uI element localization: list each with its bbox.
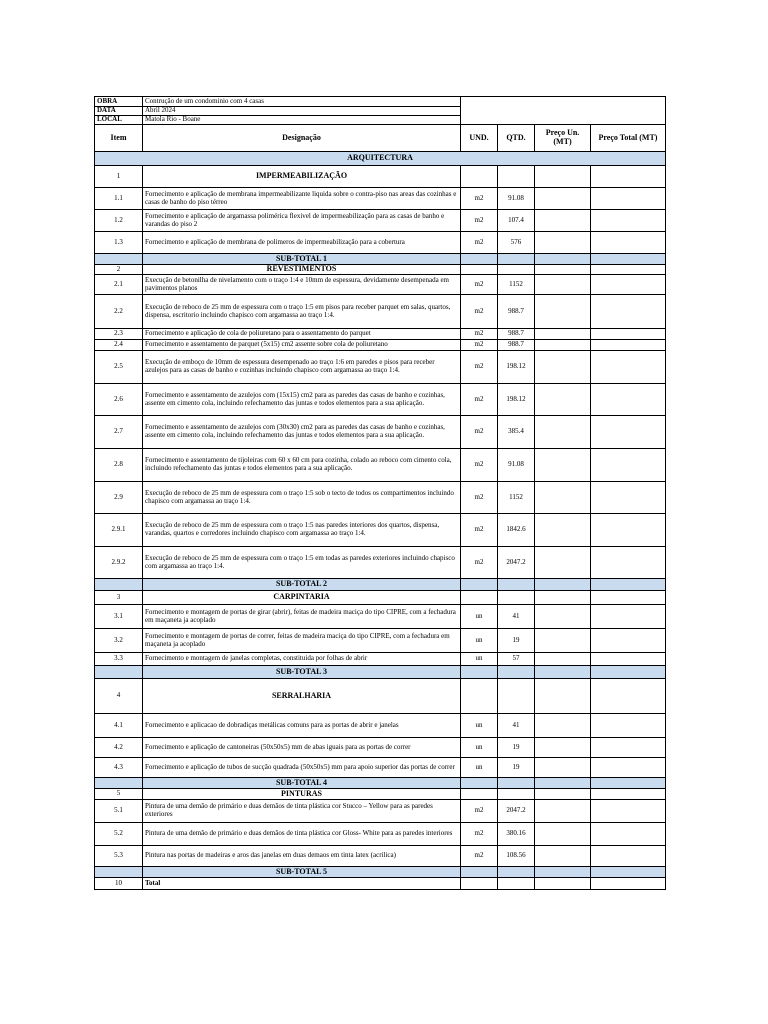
unit-price-cell [535, 714, 591, 738]
item-number: 2.2 [95, 295, 143, 329]
empty-cell [535, 254, 591, 265]
item-description: Fornecimento e assentamento de tijoleiras com 60 x 60 cm para cozinha, colado ao reboco com cimento cola, incluindo refechamento das juntas e todos elementos para a sua aplicação. [143, 449, 461, 482]
item-description: Execução de reboco de 25 mm de espessura com o traço 1:5 sob o tecto de todos os compartimentos incluindo chapisco com argamassa ao traço 1:4. [143, 482, 461, 514]
empty-cell [535, 867, 591, 878]
empty-cell [535, 789, 591, 800]
unit-price-cell [535, 416, 591, 449]
empty-cell [535, 579, 591, 591]
bill-of-quantities-table [94, 96, 666, 890]
unit-price-cell [535, 823, 591, 846]
item-description: Fornecimento e aplicação de membrana impermeabilizante liquida sobre o contra-piso nas areas das cozinhas e casas de banho do piso térreo [143, 188, 461, 210]
empty-cell [461, 265, 498, 275]
table-row [95, 340, 666, 351]
table-row [95, 188, 666, 210]
total-number: 10 [95, 878, 143, 890]
title-row [95, 152, 666, 166]
total-price-cell [591, 295, 666, 329]
item-unit: m2 [461, 351, 498, 384]
empty-cell [461, 579, 498, 591]
empty-cell [461, 591, 498, 605]
item-quantity: 988.7 [498, 340, 535, 351]
section-number: 5 [95, 789, 143, 800]
header-item: Item [95, 125, 143, 152]
item-number: 2.1 [95, 275, 143, 295]
item-unit: un [461, 629, 498, 653]
header-designacao: Designação [143, 125, 461, 152]
total-price-cell [591, 823, 666, 846]
table-row [95, 351, 666, 384]
empty-cell [461, 166, 498, 188]
table-row [95, 846, 666, 867]
empty-cell [498, 679, 535, 714]
total-price-cell [591, 449, 666, 482]
empty-cell [95, 666, 143, 679]
empty-cell [461, 254, 498, 265]
info-value: Abril 2024 [143, 107, 461, 116]
total-price-cell [591, 758, 666, 778]
item-number: 5.3 [95, 846, 143, 867]
item-number: 3.1 [95, 605, 143, 629]
header-preco-total: Preço Total (MT) [591, 125, 666, 152]
table-row [95, 714, 666, 738]
unit-price-cell [535, 800, 591, 823]
total-label: Total [143, 878, 461, 890]
total-price-cell [591, 340, 666, 351]
item-number: 4.3 [95, 758, 143, 778]
header-qtd: QTD. [498, 125, 535, 152]
item-quantity: 385.4 [498, 416, 535, 449]
section-title: REVESTIMENTOS [143, 265, 461, 275]
item-number: 2.9.2 [95, 547, 143, 579]
item-quantity: 380.16 [498, 823, 535, 846]
item-unit: m2 [461, 329, 498, 340]
item-quantity: 19 [498, 738, 535, 758]
section-title: IMPERMEABILIZAÇÃO [143, 166, 461, 188]
section-row [95, 591, 666, 605]
item-unit: m2 [461, 384, 498, 416]
item-unit: m2 [461, 232, 498, 254]
item-description: Execução de reboco de 25 mm de espessura com o traço 1:5 em todas as paredes exteriores incluindo chapisco com argamassa ao traço 1:4. [143, 547, 461, 579]
total-price-cell [591, 416, 666, 449]
item-description: Fornecimento e assentamento de parquet (5x15) cm2 assente sobre cola de poliuretano [143, 340, 461, 351]
unit-price-cell [535, 449, 591, 482]
item-number: 2.9 [95, 482, 143, 514]
total-price-cell [591, 275, 666, 295]
table-row [95, 416, 666, 449]
empty-cell [591, 579, 666, 591]
item-description: Fornecimento e montagem de portas de girar (abrir), feitas de madeira maciça do tipo CIPRE, com a fechadura em maçaneta ja acoplado [143, 605, 461, 629]
item-quantity: 19 [498, 758, 535, 778]
subtotal-row [95, 254, 666, 265]
empty-cell [498, 878, 535, 890]
item-description: Pintura de uma demão de primário e duas demãos de tinta plástica cor Stucco – Yellow para as paredes exteriores [143, 800, 461, 823]
empty-cell [461, 679, 498, 714]
unit-price-cell [535, 340, 591, 351]
item-quantity: 91.08 [498, 188, 535, 210]
item-number: 1.1 [95, 188, 143, 210]
total-price-cell [591, 329, 666, 340]
item-unit: m2 [461, 482, 498, 514]
table-row [95, 210, 666, 232]
item-number: 1.3 [95, 232, 143, 254]
header-und: UND. [461, 125, 498, 152]
empty-cell [591, 666, 666, 679]
item-description: Fornecimento e aplicação de cola de poliuretano para o assentamento do parquet [143, 329, 461, 340]
empty-cell [498, 867, 535, 878]
item-description: Fornecimento e assentamento de azulejos com (30x30) cm2 para as paredes das casas de banho e cozinhas, assente em cimento cola, incluindo refechamento das juntas e todos elementos para a sua aplicação. [143, 416, 461, 449]
item-number: 2.8 [95, 449, 143, 482]
section-row [95, 265, 666, 275]
unit-price-cell [535, 547, 591, 579]
subtotal-row [95, 666, 666, 679]
unit-price-cell [535, 653, 591, 666]
info-label: DATA [95, 107, 143, 116]
item-quantity: 41 [498, 605, 535, 629]
total-row [95, 878, 666, 890]
item-description: Fornecimento e aplicação de membrana de polimeros de impermeabilização para a cobertura [143, 232, 461, 254]
subtotal-label: SUB-TOTAL 3 [143, 666, 461, 679]
empty-cell [498, 579, 535, 591]
table-row [95, 232, 666, 254]
unit-price-cell [535, 738, 591, 758]
empty-cell [95, 867, 143, 878]
item-unit: un [461, 714, 498, 738]
item-description: Execução de reboco de 25 mm de espessura com o traço 1:5 em pisos para receber parquet em salas, quartos, dispensa, escritorio incluindo chapisco com argamassa ao traço 1:4. [143, 295, 461, 329]
item-description: Pintura nas portas de madeiras e aros das janelas em duas demaos em tinta latex (acrilica) [143, 846, 461, 867]
unit-price-cell [535, 384, 591, 416]
item-description: Fornecimento e assentamento de azulejos com (15x15) cm2 para as paredes das casas de banho e cozinhas, assente em cimento cola, incluindo refechamento das juntas e todos elementos para a sua aplicação. [143, 384, 461, 416]
empty-cell [591, 265, 666, 275]
item-quantity: 1842.6 [498, 514, 535, 547]
item-number: 2.6 [95, 384, 143, 416]
item-description: Execução de betonilha de nivelamento com o traço 1:4 e 10mm de espessura, devidamente desempenada em pavimentos planos [143, 275, 461, 295]
unit-price-cell [535, 846, 591, 867]
total-price-cell [591, 482, 666, 514]
empty-cell [498, 265, 535, 275]
info-label: OBRA [95, 97, 143, 107]
item-quantity: 576 [498, 232, 535, 254]
empty-cell [591, 789, 666, 800]
item-unit: m2 [461, 449, 498, 482]
item-unit: m2 [461, 514, 498, 547]
item-quantity: 107.4 [498, 210, 535, 232]
total-price-cell [591, 653, 666, 666]
unit-price-cell [535, 758, 591, 778]
section-title: PINTURAS [143, 789, 461, 800]
item-quantity: 988.7 [498, 329, 535, 340]
section-number: 1 [95, 166, 143, 188]
table-row [95, 800, 666, 823]
item-number: 1.2 [95, 210, 143, 232]
item-description: Execução de reboco de 25 mm de espessura com o traço 1:5 nas paredes interiores dos quartos, dispensa, varandas, quartos e corredores incluindo chapisco com argamassa ao traço 1:4. [143, 514, 461, 547]
total-price-cell [591, 605, 666, 629]
item-number: 2.5 [95, 351, 143, 384]
item-unit: m2 [461, 823, 498, 846]
item-unit: un [461, 653, 498, 666]
info-label: LOCAL [95, 116, 143, 125]
total-price-cell [591, 846, 666, 867]
empty-cell [535, 778, 591, 789]
empty-cell [498, 666, 535, 679]
item-quantity: 19 [498, 629, 535, 653]
total-price-cell [591, 188, 666, 210]
section-title: SERRALHARIA [143, 679, 461, 714]
unit-price-cell [535, 329, 591, 340]
empty-cell [535, 166, 591, 188]
item-number: 2.3 [95, 329, 143, 340]
empty-cell [535, 265, 591, 275]
unit-price-cell [535, 295, 591, 329]
empty-cell [535, 666, 591, 679]
total-price-cell [591, 514, 666, 547]
empty-cell [95, 254, 143, 265]
empty-cell [461, 789, 498, 800]
empty-cell [498, 166, 535, 188]
item-description: Pintura de uma demão de primário e duas demãos de tinta plástica cor Gloss- White para as paredes interiores [143, 823, 461, 846]
item-description: Fornecimento e montagem de janelas completas, constituida por folhas de abrir [143, 653, 461, 666]
unit-price-cell [535, 275, 591, 295]
total-price-cell [591, 351, 666, 384]
header-preco-un: Preço Un. (MT) [535, 125, 591, 152]
item-number: 3.2 [95, 629, 143, 653]
section-row [95, 789, 666, 800]
item-unit: m2 [461, 188, 498, 210]
subtotal-row [95, 579, 666, 591]
empty-cell [535, 878, 591, 890]
empty-cell [591, 166, 666, 188]
item-description: Fornecimento e aplicação de tubos de sucção quadrada (50x50x5) mm para apoio superior das portas de correr [143, 758, 461, 778]
item-number: 2.9.1 [95, 514, 143, 547]
item-description: Fornecimento e montagem de portas de correr, feitas de madeira maciça do tipo CIPRE, com a fechadura em maçaneta ja acoplado [143, 629, 461, 653]
table-row [95, 329, 666, 340]
total-price-cell [591, 714, 666, 738]
empty-cell [535, 591, 591, 605]
empty-cell [498, 254, 535, 265]
table-row [95, 823, 666, 846]
subtotal-row [95, 867, 666, 878]
item-unit: m2 [461, 800, 498, 823]
subtotal-row [95, 778, 666, 789]
table-header [95, 125, 666, 152]
item-description: Fornecimento e aplicação de argamassa polimérica flexivel de impermeabilização para as casas de banho e varandas do piso 2 [143, 210, 461, 232]
item-unit: m2 [461, 275, 498, 295]
total-price-cell [591, 738, 666, 758]
empty-cell [461, 666, 498, 679]
empty-cell [591, 867, 666, 878]
table-row [95, 547, 666, 579]
item-quantity: 198.12 [498, 351, 535, 384]
empty-cell [535, 679, 591, 714]
empty-cell [591, 679, 666, 714]
item-number: 4.2 [95, 738, 143, 758]
item-quantity: 41 [498, 714, 535, 738]
item-description: Fornecimento e aplicacao de dobradiças metálicas comuns para as portas de abrir e janelas [143, 714, 461, 738]
item-quantity: 108.56 [498, 846, 535, 867]
unit-price-cell [535, 514, 591, 547]
unit-price-cell [535, 605, 591, 629]
item-number: 3.3 [95, 653, 143, 666]
unit-price-cell [535, 188, 591, 210]
table-row [95, 605, 666, 629]
table-row [95, 275, 666, 295]
unit-price-cell [535, 629, 591, 653]
item-description: Fornecimento e aplicação de cantoneiras (50x50x5) mm de abas iguais para as portas de correr [143, 738, 461, 758]
empty-cell [591, 778, 666, 789]
empty-cell [591, 878, 666, 890]
empty-cell [498, 591, 535, 605]
total-price-cell [591, 547, 666, 579]
table-row [95, 629, 666, 653]
empty-cell [498, 789, 535, 800]
empty-cell [461, 867, 498, 878]
empty-cell [461, 778, 498, 789]
table-row [95, 514, 666, 547]
total-price-cell [591, 210, 666, 232]
empty-cell [95, 778, 143, 789]
total-price-cell [591, 232, 666, 254]
table-row [95, 449, 666, 482]
table-row [95, 482, 666, 514]
section-title: ARQUITECTURA [95, 152, 666, 166]
item-number: 2.7 [95, 416, 143, 449]
section-title: CARPINTARIA [143, 591, 461, 605]
table-row [95, 758, 666, 778]
item-quantity: 1152 [498, 275, 535, 295]
item-description: Execução de emboço de 10mm de espessura desempenado ao traço 1:6 em paredes e pisos para receber azulejos para as casas de banho e cozinhas incluindo chapisco com argamassa ao traço 1:4. [143, 351, 461, 384]
table-row [95, 384, 666, 416]
item-unit: m2 [461, 295, 498, 329]
item-quantity: 1152 [498, 482, 535, 514]
total-price-cell [591, 384, 666, 416]
section-number: 4 [95, 679, 143, 714]
empty-cell [591, 254, 666, 265]
unit-price-cell [535, 210, 591, 232]
table-row [95, 738, 666, 758]
item-unit: un [461, 605, 498, 629]
item-unit: m2 [461, 210, 498, 232]
unit-price-cell [535, 232, 591, 254]
empty-cell [95, 579, 143, 591]
item-quantity: 988.7 [498, 295, 535, 329]
info-value: Matola Rio - Boane [143, 116, 461, 125]
item-unit: un [461, 738, 498, 758]
item-quantity: 2047.2 [498, 547, 535, 579]
subtotal-label: SUB-TOTAL 5 [143, 867, 461, 878]
subtotal-label: SUB-TOTAL 2 [143, 579, 461, 591]
empty-cell [591, 591, 666, 605]
section-number: 2 [95, 265, 143, 275]
section-number: 3 [95, 591, 143, 605]
table-row [95, 295, 666, 329]
section-row [95, 679, 666, 714]
unit-price-cell [535, 351, 591, 384]
item-quantity: 57 [498, 653, 535, 666]
empty-cell [498, 778, 535, 789]
item-number: 4.1 [95, 714, 143, 738]
subtotal-label: SUB-TOTAL 4 [143, 778, 461, 789]
total-price-cell [591, 800, 666, 823]
subtotal-label: SUB-TOTAL 1 [143, 254, 461, 265]
item-unit: un [461, 758, 498, 778]
empty-cell [461, 878, 498, 890]
item-unit: m2 [461, 547, 498, 579]
item-unit: m2 [461, 846, 498, 867]
item-quantity: 2047.2 [498, 800, 535, 823]
item-unit: m2 [461, 416, 498, 449]
item-number: 5.1 [95, 800, 143, 823]
unit-price-cell [535, 482, 591, 514]
item-quantity: 198.12 [498, 384, 535, 416]
item-unit: m2 [461, 340, 498, 351]
table-row [95, 653, 666, 666]
info-row-obra [95, 97, 666, 107]
section-row [95, 166, 666, 188]
item-quantity: 91.08 [498, 449, 535, 482]
item-number: 5.2 [95, 823, 143, 846]
item-number: 2.4 [95, 340, 143, 351]
total-price-cell [591, 629, 666, 653]
info-value: Contrução de um condominio com 4 casas [143, 97, 461, 107]
